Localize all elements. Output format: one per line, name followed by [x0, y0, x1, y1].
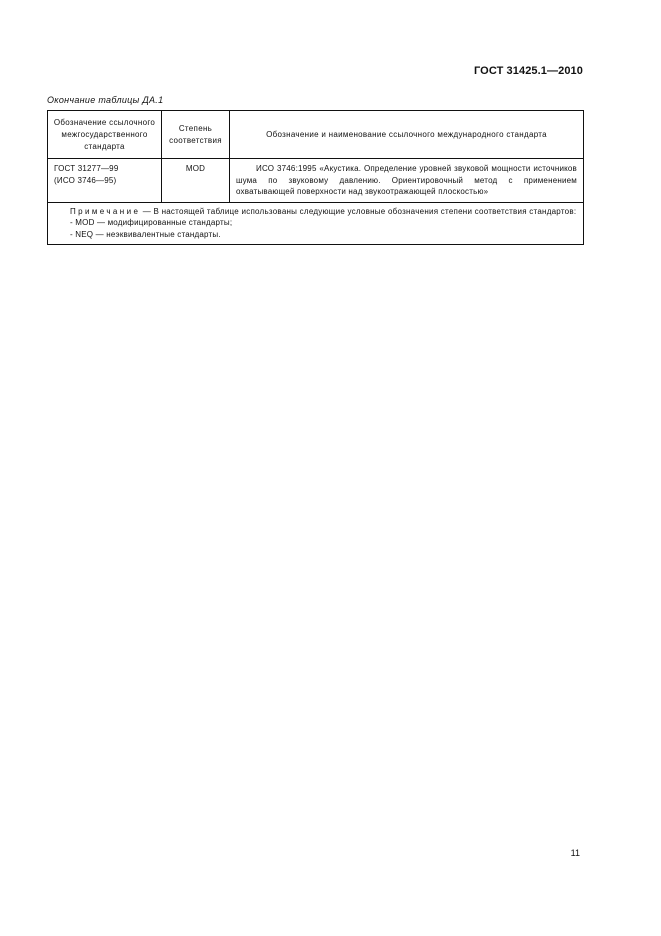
interstate-standard-code: ГОСТ 31277—99	[54, 164, 119, 173]
table-caption: Окончание таблицы ДА.1	[47, 95, 164, 105]
document-code: ГОСТ 31425.1—2010	[473, 65, 583, 77]
table-row	[48, 159, 584, 203]
note-item-neq: - NEQ — неэквивалентные стандарты.	[70, 229, 221, 239]
note-lead	[54, 206, 577, 218]
reference-standards-table	[47, 110, 584, 245]
table-note-cell	[48, 202, 584, 245]
interstate-standard-cell	[48, 159, 162, 203]
degree-cell: MOD	[162, 159, 230, 203]
column-header-degree: Степень соответствия	[162, 111, 230, 159]
column-header-international-standard: Обозначение и наименование ссылочного международного стандарта	[230, 111, 584, 159]
international-standard-cell: ИСО 3746:1995 «Акустика. Определение уровней звуковой мощности источников шума по звуковому давлению. Ориентировочный метод с применением охватывающей поверхности над звукоотражающей плоскостью»	[230, 159, 584, 203]
page-number: 11	[570, 848, 580, 858]
table-note-row	[48, 202, 584, 245]
note-item-mod: - MOD — модифицированные стандарты;	[70, 218, 233, 227]
note-text: — В настоящей таблице использованы следующие условные обозначения степени соответствия стандартов:	[140, 206, 577, 216]
table-header-row	[48, 111, 584, 159]
interstate-standard-iso-ref: (ИСО 3746—95)	[54, 175, 117, 185]
column-header-interstate-standard: Обозначение ссылочного межгосударственного стандарта	[48, 111, 162, 159]
note-heading: Примечание	[70, 206, 141, 216]
